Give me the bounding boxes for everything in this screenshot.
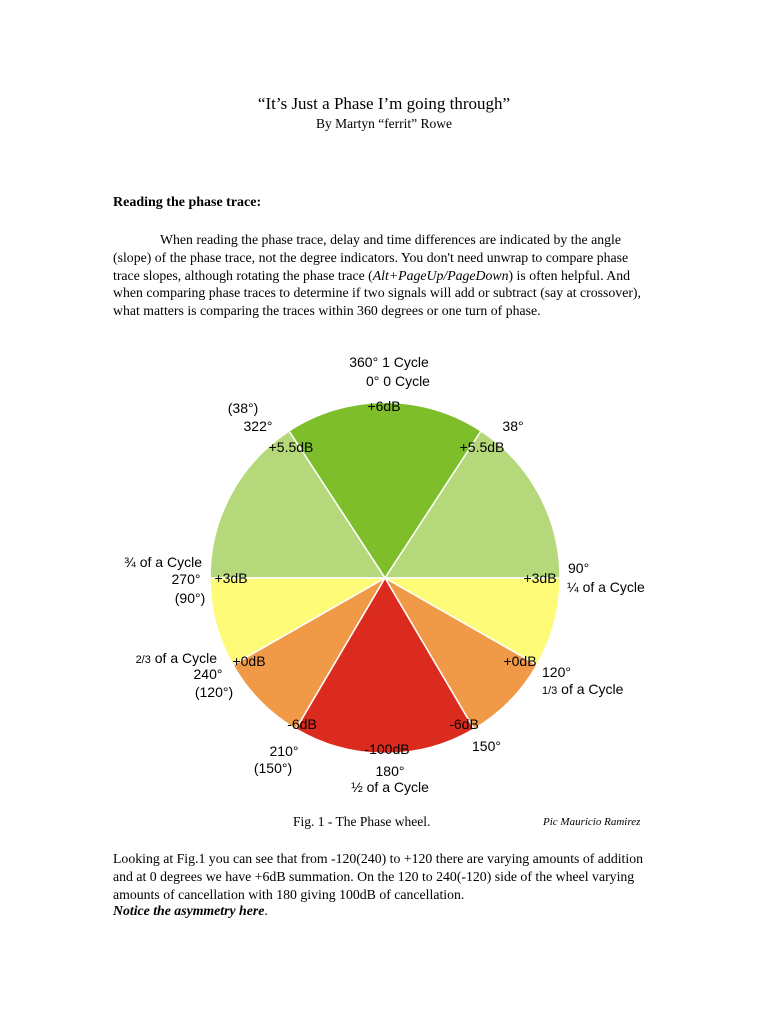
label-right-90: 90° bbox=[568, 560, 590, 576]
intro-text-before: When reading the phase trace, delay and time differences are indicated by the angle (slope) of the phase trace, not the degree indicators. You don't need unwrap to compare phase trace slopes, although rotating the phase trace ( bbox=[113, 232, 629, 283]
notice-text: Notice the asymmetry here bbox=[113, 903, 265, 918]
label-right-5-5db: +5.5dB bbox=[459, 439, 505, 455]
notice-period: . bbox=[264, 903, 268, 918]
intro-paragraph bbox=[113, 231, 658, 320]
phase-wheel-figure bbox=[110, 350, 660, 800]
label-left-38-paren: (38°) bbox=[227, 400, 259, 416]
figure-caption: Fig. 1 - The Phase wheel. bbox=[293, 814, 431, 829]
label-top-cycle: 360° 1 Cycle bbox=[349, 354, 429, 370]
notice-line bbox=[113, 903, 268, 919]
intro-text-after: ) is often helpful. And when comparing phase traces to determine if two signals will add or subtract (say at crossover), what matters is comparing the traces within 360 degrees or one turn of phase. bbox=[113, 267, 641, 319]
figure-credit: Pic Mauricio Ramirez bbox=[543, 816, 641, 828]
label-right-38: 38° bbox=[502, 418, 524, 434]
label-top-db: +6dB bbox=[367, 398, 401, 414]
label-left-two-thirds-text: of a Cycle bbox=[150, 650, 217, 666]
label-right-150: 150° bbox=[472, 738, 501, 754]
author-byline: By Martyn “ferrit” Rowe bbox=[315, 116, 453, 131]
closing-paragraph: Looking at Fig.1 you can see that from -120(240) to +120 there are varying amounts of addition and at 0 degrees we have +6dB summation. On the 120 to 240(-120) side of the wheel varying amounts of cancellation with 180 giving 100dB of cancellation. bbox=[113, 851, 644, 902]
label-left-90-paren: (90°) bbox=[174, 590, 206, 606]
label-left-three-quarter: ¾ of a Cycle bbox=[124, 554, 202, 570]
label-right-quarter: ¼ of a Cycle bbox=[567, 579, 645, 595]
label-left-150-paren: (150°) bbox=[253, 760, 293, 776]
label-left-322: 322° bbox=[243, 418, 273, 434]
document-title: “It’s Just a Phase I’m going through” bbox=[257, 94, 511, 113]
label-left-0db: +0dB bbox=[232, 653, 266, 669]
label-right-one-third-num: 1/3 bbox=[542, 685, 558, 697]
label-right-one-third bbox=[542, 681, 624, 697]
label-left-3db: +3dB bbox=[214, 570, 248, 586]
label-left-two-thirds bbox=[136, 650, 218, 666]
label-left-270: 270° bbox=[171, 571, 201, 587]
label-left-120-paren: (120°) bbox=[194, 684, 234, 700]
label-left-two-thirds-num: 2/3 bbox=[135, 654, 151, 666]
label-left-minus6db: -6dB bbox=[287, 716, 317, 732]
label-right-minus6db: -6dB bbox=[449, 716, 479, 732]
label-top-zero: 0° 0 Cycle bbox=[366, 373, 430, 389]
label-left-240: 240° bbox=[193, 666, 223, 682]
label-right-3db: +3dB bbox=[523, 570, 557, 586]
label-bottom-db: -100dB bbox=[364, 741, 410, 757]
label-right-one-third-text: of a Cycle bbox=[557, 681, 624, 697]
label-right-0db: +0dB bbox=[503, 653, 537, 669]
section-heading: Reading the phase trace: bbox=[113, 195, 262, 210]
intro-shortcut-text: Alt+PageUp/PageDown bbox=[372, 267, 509, 283]
label-right-120: 120° bbox=[542, 664, 571, 680]
label-bottom-half: ½ of a Cycle bbox=[351, 779, 429, 795]
label-bottom-180: 180° bbox=[375, 763, 405, 779]
label-left-5-5db: +5.5dB bbox=[268, 439, 314, 455]
label-left-210: 210° bbox=[269, 743, 299, 759]
